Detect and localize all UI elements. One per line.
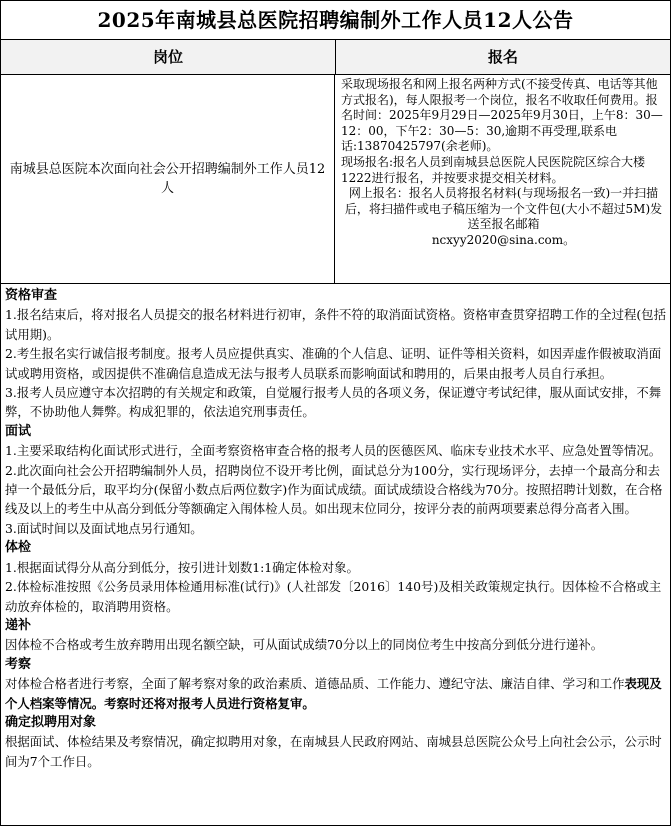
section-heading-interview: 面试 xyxy=(5,423,32,439)
position-cell: 南城县总医院本次面向社会公开招聘编制外工作人员12人 xyxy=(1,75,335,283)
signup-email-link[interactable]: ncxyy2020@sina.com。 xyxy=(431,232,576,247)
section-paragraph: 3.报考人员应遵守本次招聘的有关规定和政策，自觉履行报考人员的各项义务，保证遵守考试纪律，服从面试安排，不舞弊，不协助他人舞弊。构成犯罪的，依法追究刑事责任。 xyxy=(5,385,662,420)
section-paragraph: 2.考生报名实行诚信报考制度。报考人员应提供真实、准确的个人信息、证明、证件等相关资料，如因弄虚作假被取消面试或聘用资格，或因提供不准确信息造成无法与报考人员联系而影响面试和聘用的，后果由报考人员自行承担。 xyxy=(5,346,662,381)
online-signup-text: 网上报名：报名人员将报名材料(与现场报名一致)一并扫描后，将扫描件或电子稿压缩为一个文件包(大小不超过5M)发送至报名邮箱 xyxy=(344,186,663,232)
signup-cell xyxy=(335,75,670,283)
section-paragraph: 2.体检标准按照《公务员录用体检通用标准(试行)》(人社部发〔2016〕140号)及相关政策规定执行。因体检不合格或主动放弃体检的，取消聘用资格。 xyxy=(5,579,662,614)
announcement-body xyxy=(1,284,670,771)
section-paragraph: 2.此次面向社会公开招聘编制外人员，招聘岗位不设开考比例，面试总分为100分，实行现场评分，去掉一个最高分和去掉一个最低分后，取平均分(保留小数点后两位数字)作为面试成绩。面试成绩设合格线为70分。按照招聘计划数，在合格线及以上的考生中从高分到低分等额确定入闱体检人员。如出现末位同分，按评分表的前两项要素总得分高者入围。 xyxy=(5,462,663,517)
header-signup: 报名 xyxy=(487,48,518,66)
inspection-text: 对体检合格者进行考察，全面了解考察对象的政治素质、道德品质、工作能力、遵纪守法、廉洁自律、学习和工作 xyxy=(5,676,625,692)
onsite-signup-text: 现场报名:报名人员到南城县总医院人民医院院区综合大楼1222进行报名，并按要求提交相关材料。 xyxy=(341,154,646,185)
section-heading-qualification: 资格审查 xyxy=(5,288,58,303)
signup-method-text: 采取现场报名和网上报名两种方式(不接受传真、电话等其他方式报名)，每人限报考一个岗位，报名不收取任何费用。报名时间：2025年9月29日—2025年9月30日，上午8：30—12：00，下午2：30—5：30,逾期不再受理,联系电话:13870425797(余老师)。 xyxy=(341,77,663,154)
section-paragraph: 3.面试时间以及面试地点另行通知。 xyxy=(5,520,203,536)
page-title: 2025年南城县总医院招聘编制外工作人员12人公告 xyxy=(1,1,670,40)
table-header xyxy=(1,40,670,75)
inspection-bold-text: 表现及个人档案等情况。考察时还将对报考人员进行资格复审。 xyxy=(5,676,662,711)
section-paragraph: 1.根据面试得分从高分到低分，按引进计划数1:1确定体检对象。 xyxy=(5,559,359,575)
section-heading-inspection: 考察 xyxy=(5,656,32,672)
section-paragraph xyxy=(5,674,666,713)
section-heading-medical-exam: 体检 xyxy=(5,540,32,556)
section-paragraph: 因体检不合格或考生放弃聘用出现名额空缺，可从面试成绩70分以上的同岗位考生中按高分到低分进行递补。 xyxy=(5,637,604,653)
section-paragraph: 1.主要采取结构化面试形式进行，全面考察资格审查合格的报考人员的医德医风、临床专业技术水平、应急处置等情况。 xyxy=(5,443,662,459)
section-heading-replacement: 递补 xyxy=(5,617,32,633)
table-row xyxy=(1,75,670,284)
section-heading-hiring: 确定拟聘用对象 xyxy=(5,714,97,730)
section-paragraph: 1.报名结束后，将对报名人员提交的报名材料进行初审，条件不符的取消面试资格。资格审查贯穿招聘工作的全过程(包括试用期)。 xyxy=(5,307,666,342)
header-position: 岗位 xyxy=(1,40,336,74)
section-paragraph: 根据面试、体检结果及考察情况，确定拟聘用对象，在南城县人民政府网站、南城县总医院公众号上向社会公示，公示时间为7个工作日。 xyxy=(5,734,662,769)
